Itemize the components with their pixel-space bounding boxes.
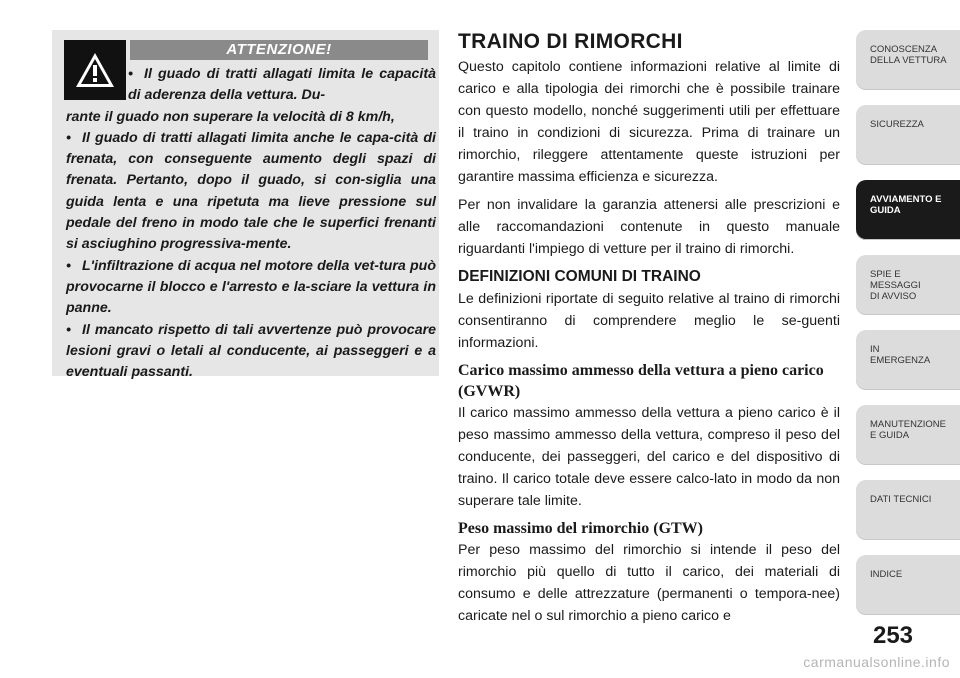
tab-label: MANUTENZIONE E GUIDA	[870, 419, 946, 441]
warranty-paragraph: Per non invalidare la garanzia attenersi alle prescrizioni e alle raccomandazioni contenute in questo manuale riguardanti l'impiego di vetture per il traino di rimorchi.	[458, 197, 840, 257]
page-title: TRAINO DI RIMORCHI	[458, 30, 683, 53]
tab-conoscenza[interactable]	[856, 30, 960, 90]
gvwr-paragraph: Il carico massimo ammesso della vettura a pieno carico è il peso massimo ammesso della vettura, compreso il peso del conducente, dei passeggeri, del carico e del dispositivo di traino. Il carico totale deve essere calco-lato in modo da non superare tale limite.	[458, 405, 840, 509]
gvwr-title: Carico massimo ammesso della vettura a pieno carico (GVWR)	[458, 362, 824, 400]
warning-item: • Il mancato rispetto di tali avvertenze può provocare lesioni gravi o letali al conducente, ai passeggeri e a eventuali passanti.	[66, 321, 436, 381]
watermark: carmanualsonline.info	[803, 654, 950, 670]
warning-text	[66, 64, 436, 383]
tab-label: IN EMERGENZA	[870, 344, 931, 366]
tab-label: DATI TECNICI	[870, 494, 932, 505]
tab-sicurezza[interactable]	[856, 105, 960, 165]
tab-avviamento[interactable]	[856, 180, 960, 240]
warning-header: ATTENZIONE!	[130, 40, 428, 60]
tab-label: SPIE E MESSAGGI DI AVVISO	[870, 269, 921, 302]
warning-item-continued: rante il guado non superare la velocità di 8 km/h,	[66, 108, 395, 125]
warning-item: • L'infiltrazione di acqua nel motore della vet-tura può provocarne il blocco e l'arresto e la-sciare la vettura in panne.	[66, 257, 436, 317]
section-title: DEFINIZIONI COMUNI DI TRAINO	[458, 268, 701, 285]
warning-box	[52, 30, 439, 381]
tab-label: INDICE	[870, 569, 903, 580]
intro-paragraph: Questo capitolo contiene informazioni relative al limite di carico e alla tipologia dei rimorchi che è possibile trainare con questo modello, nonché suggerimenti utili per effettuare il traino in condizioni di sicurezza. Prima di trainare un rimorchio, rileggere attentamente queste istruzioni per garantire massima efficienza e sicurezza.	[458, 59, 840, 185]
tab-indice[interactable]	[856, 555, 960, 615]
warning-item: • Il guado di tratti allagati limita anche le capa-cità di frenata, con conseguente aumento degli spazi di frenata. Pertanto, dopo il guado, si con-siglia una guida lenta e una ripetuta ma lieve pressione sul pedale del freno in modo tale che le superfici frenanti si asciughino progressiva-mente.	[66, 129, 436, 253]
main-content	[458, 28, 840, 633]
tab-emergenza[interactable]	[856, 330, 960, 390]
gtw-title: Peso massimo del rimorchio (GTW)	[458, 520, 704, 537]
tab-manutenzione[interactable]	[856, 405, 960, 465]
gtw-paragraph: Per peso massimo del rimorchio si intende il peso del rimorchio più quello di tutto il carico, dei materiali di consumo e delle attrezzature (permanenti o tempora-nee) caricate nel o sul rimorchio a pieno carico e	[458, 542, 840, 624]
tab-label: AVVIAMENTO E GUIDA	[870, 194, 942, 216]
tab-spie[interactable]	[856, 255, 960, 315]
warning-item: • Il guado di tratti allagati limita le capacità di aderenza della vettura. Du-	[128, 66, 436, 104]
tab-label: SICUREZZA	[870, 119, 924, 130]
page-number: 253	[872, 622, 914, 649]
tab-dati-tecnici[interactable]	[856, 480, 960, 540]
section-paragraph: Le definizioni riportate di seguito relative al traino di rimorchi consentiranno di comprendere meglio le se-guenti informazioni.	[458, 291, 840, 351]
tab-label: CONOSCENZA DELLA VETTURA	[870, 44, 947, 66]
